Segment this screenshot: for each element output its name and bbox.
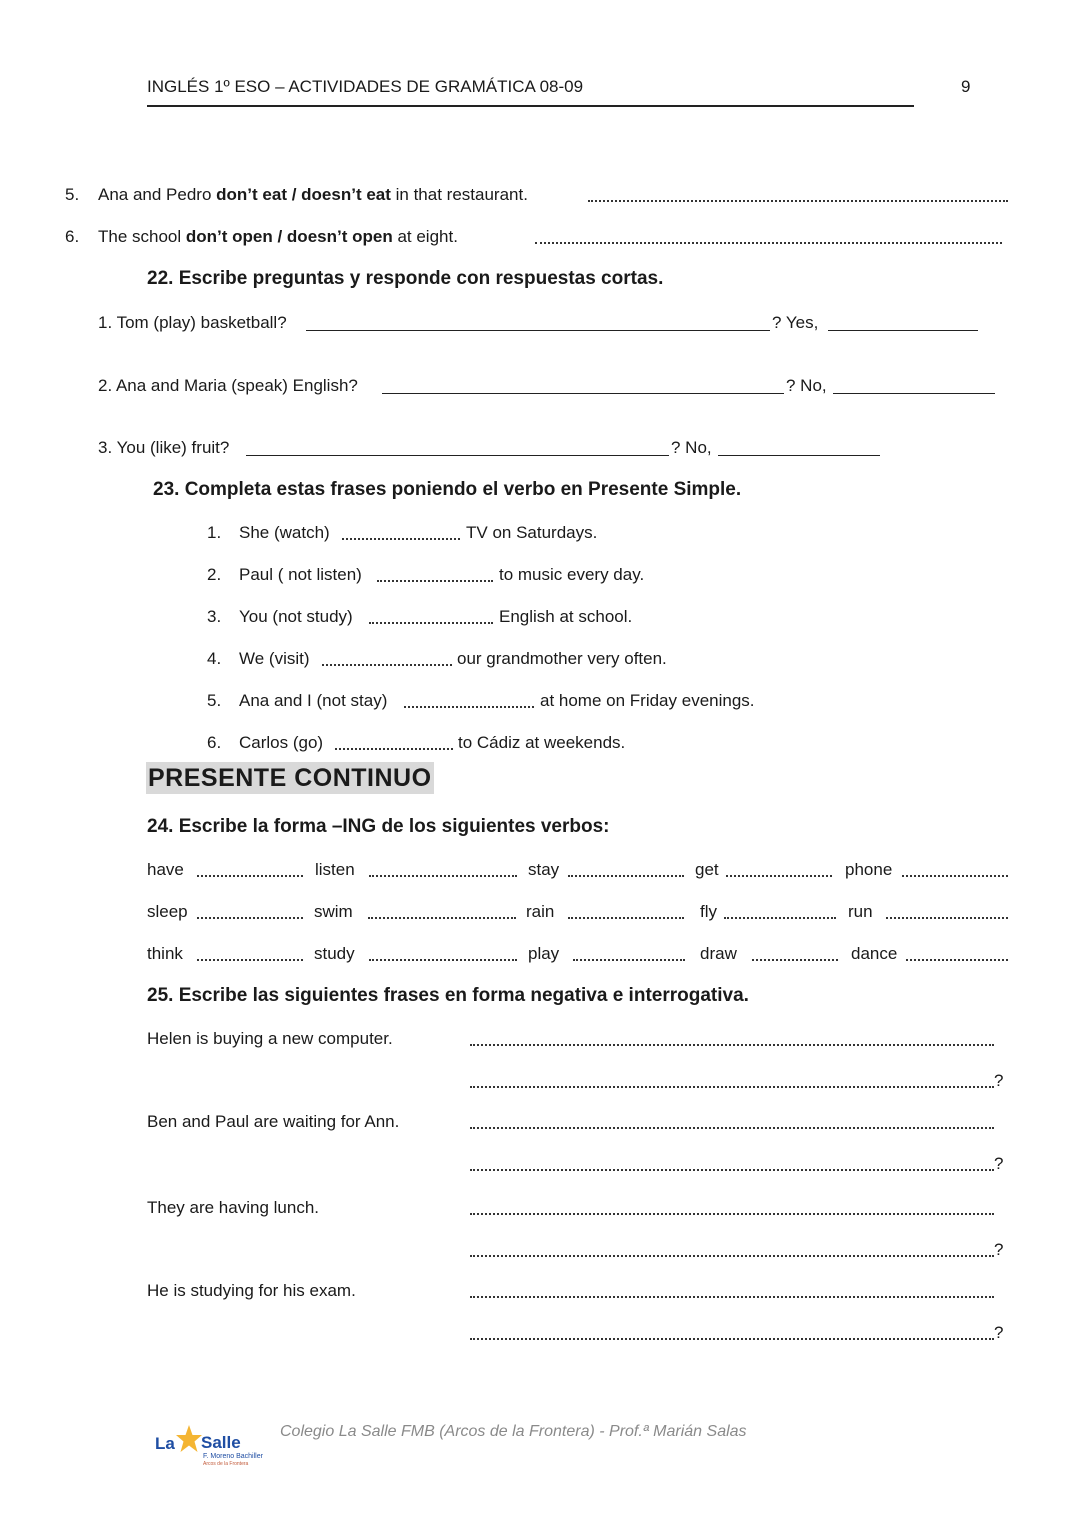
- answer-gap[interactable]: [335, 748, 453, 750]
- ex23-num: 2.: [207, 565, 222, 584]
- short-answer-line[interactable]: [828, 330, 978, 331]
- ex22-short-answer-prompt: ? No,: [671, 438, 712, 457]
- ing-answer-gap[interactable]: [197, 917, 303, 919]
- logo-text: Salle: [201, 1433, 241, 1452]
- answer-gap[interactable]: [369, 622, 493, 624]
- ing-answer-gap[interactable]: [369, 875, 517, 877]
- ex25-sentence: He is studying for his exam.: [147, 1281, 356, 1300]
- verb-label: get: [695, 860, 719, 879]
- ex23-num: 5.: [207, 691, 222, 710]
- ing-answer-gap[interactable]: [197, 959, 303, 961]
- ex23-num: 1.: [207, 523, 222, 542]
- prev-item-pre: Ana and Pedro: [98, 185, 217, 204]
- header-rule: [147, 105, 914, 107]
- interrogative-answer-line[interactable]: [470, 1338, 994, 1340]
- verb-label: swim: [314, 902, 353, 921]
- verb-label: have: [147, 860, 184, 879]
- negative-answer-line[interactable]: [470, 1044, 994, 1046]
- question-mark: ?: [994, 1323, 1004, 1342]
- footer-credit: Colegio La Salle FMB (Arcos de la Frontera) - Prof.ª Marián Salas: [280, 1423, 747, 1440]
- ex23-post: our grandmother very often.: [457, 649, 667, 668]
- ex23-post: to Cádiz at weekends.: [458, 733, 626, 752]
- ing-answer-gap[interactable]: [902, 875, 1008, 877]
- ex22-short-answer-prompt: ? No,: [786, 376, 827, 395]
- ing-answer-gap[interactable]: [726, 875, 832, 877]
- exercise-23-title: 23. Completa estas frases poniendo el verbo en Presente Simple.: [153, 479, 742, 500]
- verb-label: rain: [526, 902, 555, 921]
- short-answer-line[interactable]: [718, 455, 880, 456]
- verb-label: play: [528, 944, 560, 963]
- logo-text: La: [155, 1434, 175, 1453]
- prev-item-options: don’t open / doesn’t open: [185, 227, 393, 246]
- answer-gap[interactable]: [322, 664, 452, 666]
- verb-label: phone: [845, 860, 893, 879]
- question-mark: ?: [994, 1154, 1004, 1173]
- ex23-pre: We (visit): [239, 649, 310, 668]
- ex23-post: TV on Saturdays.: [466, 523, 598, 542]
- page-header-title: INGLÉS 1º ESO – ACTIVIDADES DE GRAMÁTICA 08-09: [147, 77, 584, 96]
- ing-answer-gap[interactable]: [368, 917, 516, 919]
- ex22-question: 2. Ana and Maria (speak) English?: [98, 376, 358, 395]
- question-line[interactable]: [382, 393, 784, 394]
- prev-item-post: at eight.: [392, 227, 458, 246]
- verb-label: stay: [528, 860, 560, 879]
- ing-answer-gap[interactable]: [573, 959, 685, 961]
- ex22-question: 1. Tom (play) basketball?: [98, 313, 287, 332]
- ing-answer-gap[interactable]: [369, 959, 517, 961]
- prev-item-sentence: [98, 185, 528, 205]
- question-line[interactable]: [246, 455, 669, 456]
- ing-answer-gap[interactable]: [752, 959, 838, 961]
- negative-answer-line[interactable]: [470, 1213, 994, 1215]
- verb-label: study: [314, 944, 355, 963]
- verb-label: sleep: [147, 902, 188, 921]
- exercise-24-title: 24. Escribe la forma –ING de los siguientes verbos:: [147, 816, 610, 837]
- interrogative-answer-line[interactable]: [470, 1086, 994, 1088]
- ex23-post: to music every day.: [499, 565, 645, 584]
- answer-gap[interactable]: [342, 538, 460, 540]
- ex23-num: 6.: [207, 733, 222, 752]
- ex25-sentence: Ben and Paul are waiting for Ann.: [147, 1112, 400, 1131]
- answer-gap[interactable]: [377, 580, 493, 582]
- ex23-pre: You (not study): [239, 607, 353, 626]
- answer-gap[interactable]: [404, 706, 534, 708]
- ing-answer-gap[interactable]: [886, 917, 1008, 919]
- prev-item-num: 5.: [65, 185, 80, 204]
- prev-item-post: in that restaurant.: [390, 185, 528, 204]
- ex25-sentence: They are having lunch.: [147, 1198, 319, 1217]
- negative-answer-line[interactable]: [470, 1296, 994, 1298]
- ex23-pre: Carlos (go): [239, 733, 324, 752]
- logo-subtitle: Arcos de la Frontera: [203, 1461, 249, 1467]
- la-salle-logo: [155, 1422, 270, 1466]
- question-mark: ?: [994, 1240, 1004, 1259]
- negative-answer-line[interactable]: [470, 1127, 994, 1129]
- question-mark: ?: [994, 1071, 1004, 1090]
- verb-label: dance: [851, 944, 898, 963]
- logo-subtitle: F. Moreno Bachiller: [203, 1453, 263, 1460]
- section-title: PRESENTE CONTINUO: [148, 764, 432, 792]
- ex23-pre: Paul ( not listen): [239, 565, 362, 584]
- ex22-question: 3. You (like) fruit?: [98, 438, 230, 457]
- exercise-22-title: 22. Escribe preguntas y responde con respuestas cortas.: [147, 268, 664, 289]
- ex23-num: 3.: [207, 607, 222, 626]
- verb-label: draw: [700, 944, 737, 963]
- exercise-25-title: 25. Escribe las siguientes frases en forma negativa e interrogativa.: [147, 985, 749, 1006]
- ex23-post: English at school.: [499, 607, 633, 626]
- prev-item-pre: The school: [98, 227, 186, 246]
- star-icon: [175, 1424, 203, 1454]
- ex23-post: at home on Friday evenings.: [540, 691, 755, 710]
- ex23-pre: She (watch): [239, 523, 330, 542]
- prev-item-sentence: [98, 227, 458, 247]
- interrogative-answer-line[interactable]: [470, 1169, 994, 1171]
- ex22-short-answer-prompt: ? Yes,: [772, 313, 819, 332]
- ing-answer-gap[interactable]: [568, 917, 684, 919]
- verb-label: run: [848, 902, 873, 921]
- verb-label: fly: [700, 902, 717, 921]
- question-line[interactable]: [306, 330, 770, 331]
- prev-item-num: 6.: [65, 227, 80, 246]
- interrogative-answer-line[interactable]: [470, 1255, 994, 1257]
- ing-answer-gap[interactable]: [568, 875, 684, 877]
- answer-line[interactable]: [588, 200, 1008, 202]
- ing-answer-gap[interactable]: [906, 959, 1008, 961]
- page-number: 9: [961, 77, 971, 96]
- ing-answer-gap[interactable]: [197, 875, 303, 877]
- verb-label: think: [147, 944, 183, 963]
- ing-answer-gap[interactable]: [724, 917, 836, 919]
- short-answer-line[interactable]: [833, 393, 995, 394]
- verb-label: listen: [315, 860, 355, 879]
- ex25-sentence: Helen is buying a new computer.: [147, 1029, 393, 1048]
- answer-line[interactable]: [535, 242, 1002, 244]
- prev-item-options: don’t eat / doesn’t eat: [216, 185, 391, 204]
- ex23-pre: Ana and I (not stay): [239, 691, 388, 710]
- ex23-num: 4.: [207, 649, 222, 668]
